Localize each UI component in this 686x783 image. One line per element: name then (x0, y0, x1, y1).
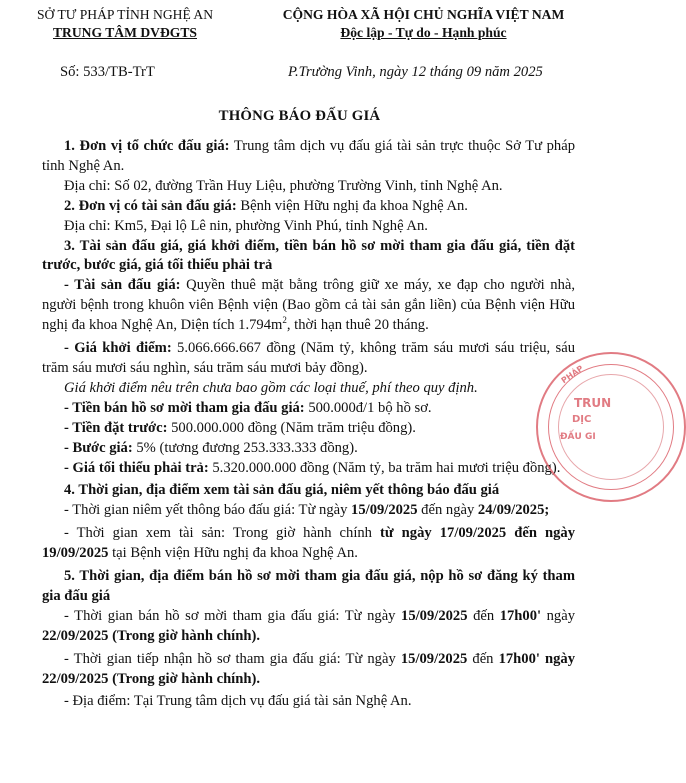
red-seal-stamp (536, 352, 686, 502)
sale-to-hour: 17h00' (499, 607, 542, 624)
seal-text-3: DỊC (572, 414, 592, 425)
agency-header (0, 6, 250, 42)
posting-to-date: 24/09/2025; (477, 502, 550, 519)
section-4-heading-text: 4. Thời gian, địa điểm xem tài sản đấu giá, niêm yết thông báo đấu giá (64, 482, 500, 499)
deposit-item (42, 419, 575, 439)
national-motto-2: Độc lập - Tự do - Hạnh phúc (340, 25, 507, 40)
section-3-heading (42, 237, 575, 277)
section-5-heading (42, 567, 575, 607)
asset-label: - Tài sản đấu giá: (64, 277, 181, 294)
posting-time-item (42, 501, 575, 521)
viewing-dates: từ ngày 17/09/2025 đến ngày 19/09/2025 (42, 525, 575, 562)
posting-from-date: 15/09/2025 (351, 502, 418, 519)
section-2 (42, 197, 575, 217)
step-label: - Bước giá: (64, 439, 133, 456)
deposit-label: - Tiền đặt trước: (64, 419, 168, 436)
place-item: - Địa điểm: Tại Trung tâm dịch vụ đấu giá tài sản Nghệ An. (64, 693, 412, 710)
receive-to-date: 17h00' ngày 22/09/2025 (Trong giờ hành chính). (42, 650, 576, 687)
document-number: Số: 533/TB-TrT (60, 64, 155, 80)
section-3-heading-text: 3. Tài sản đấu giá, giá khởi điểm, tiền bán hồ sơ mời tham gia đấu giá, tiền đặt trước, bước giá, giá tối thiểu phải trả (42, 237, 575, 274)
min-price-text: 5.320.000.000 đồng (Năm tỷ, ba trăm hai mươi triệu đồng). (208, 459, 561, 476)
start-price-text: 5.066.666.667 đồng (Năm tỷ, không trăm sáu mươi sáu triệu, sáu trăm sáu mươi sáu nghìn, sáu trăm sáu mươi bảy đồng). (42, 340, 575, 376)
sale-time-text: - Thời gian bán hồ sơ mời tham gia đấu giá: Từ ngày (64, 607, 402, 624)
page-title: THÔNG BÁO ĐẤU GIÁ (218, 108, 381, 124)
receive-mid: đến (467, 650, 499, 667)
fee-text: 500.000đ/1 bộ hồ sơ. (304, 399, 432, 416)
sale-mid-2: ngày (541, 607, 575, 624)
start-price-label: - Giá khởi điểm: (64, 340, 172, 357)
tax-note (42, 379, 575, 399)
sale-mid: đến (467, 607, 500, 624)
seal-text-4: ĐẤU GI (560, 432, 596, 442)
seal-text-1: PHÁP (559, 363, 585, 386)
seal-inner-ring (558, 374, 664, 480)
step-item (42, 439, 575, 459)
section-1-label: 1. Đơn vị tổ chức đấu giá: (64, 138, 230, 154)
agency-line-2: TRUNG TÂM DVĐGTS (52, 25, 197, 40)
section-2-label: 2. Đơn vị có tài sản đấu giá: (64, 197, 237, 214)
min-price-item (42, 459, 575, 479)
sale-to-date: 22/09/2025 (Trong giờ hành chính). (42, 627, 260, 644)
section-1 (42, 137, 575, 177)
section-2-address: Địa chỉ: Km5, Đại lộ Lê nin, phường Vinh Phú, tỉnh Nghệ An. (64, 217, 428, 234)
viewing-place: tại Bệnh viện Hữu nghị đa khoa Nghệ An. (108, 545, 358, 562)
posting-mid: đến ngày (417, 502, 478, 519)
agency-line-1: SỞ TƯ PHÁP TỈNH NGHỆ AN (36, 7, 214, 22)
section-2-text: Bệnh viện Hữu nghị đa khoa Nghệ An. (236, 197, 468, 214)
section-4-heading (42, 481, 575, 501)
receive-time-text: - Thời gian tiếp nhận hồ sơ tham gia đấu giá: Từ ngày (64, 650, 401, 667)
date-line: P.Trường Vinh, ngày 12 tháng 09 năm 2025 (288, 64, 543, 80)
asset-item (42, 276, 575, 336)
area-superscript: 2 (282, 315, 287, 326)
section-1-text: Trung tâm dịch vụ đấu giá tài sản trực thuộc Sở Tư pháp tỉnh Nghệ An. (42, 138, 575, 174)
viewing-time-item (42, 524, 575, 564)
fee-item (42, 399, 575, 419)
min-price-label: - Giá tối thiểu phải trả: (64, 459, 209, 476)
seal-text-2: TRUN (574, 396, 612, 410)
tax-note-text: Giá khởi điểm nêu trên chưa bao gồm các loại thuế, phí theo quy định. (64, 379, 478, 396)
receive-from-date: 15/09/2025 (400, 650, 468, 667)
asset-text: Quyền thuê mặt bằng trông giữ xe máy, xe đạp cho người nhà, người bệnh trong khuôn viên Bệnh viện (Bao gồm cả tài sản gắn liền) của Bệnh viện Hữu nghị đa khoa Nghệ An, Diện tích 1.794m (42, 277, 576, 334)
document-body (42, 137, 575, 712)
deposit-text: 500.000.000 đồng (Năm trăm triệu đồng). (167, 419, 416, 436)
national-motto-1: CỘNG HÒA XÃ HỘI CHỦ NGHĨA VIỆT NAM (282, 7, 565, 22)
viewing-time-text: - Thời gian xem tài sản: Trong giờ hành chính (64, 525, 381, 542)
posting-time-text: - Thời gian niêm yết thông báo đấu giá: Từ ngày (64, 502, 352, 519)
section-1-address: Địa chỉ: Số 02, đường Trần Huy Liệu, phường Trường Vinh, tỉnh Nghệ An. (64, 177, 503, 194)
fee-label: - Tiền bán hồ sơ mời tham gia đấu giá: (64, 399, 305, 416)
asset-tail: , thời hạn thuê 20 tháng. (286, 317, 429, 334)
sale-time-item (42, 607, 575, 647)
national-header (248, 6, 599, 42)
section-5-heading-text: 5. Thời gian, địa điểm bán hồ sơ mời tham gia đấu giá, nộp hồ sơ đăng ký tham gia đấu giá (42, 568, 575, 604)
receive-time-item (42, 650, 575, 690)
sale-from-date: 15/09/2025 (401, 607, 468, 624)
step-text: 5% (tương đương 253.333.333 đồng). (132, 439, 358, 456)
start-price-item (42, 339, 575, 379)
